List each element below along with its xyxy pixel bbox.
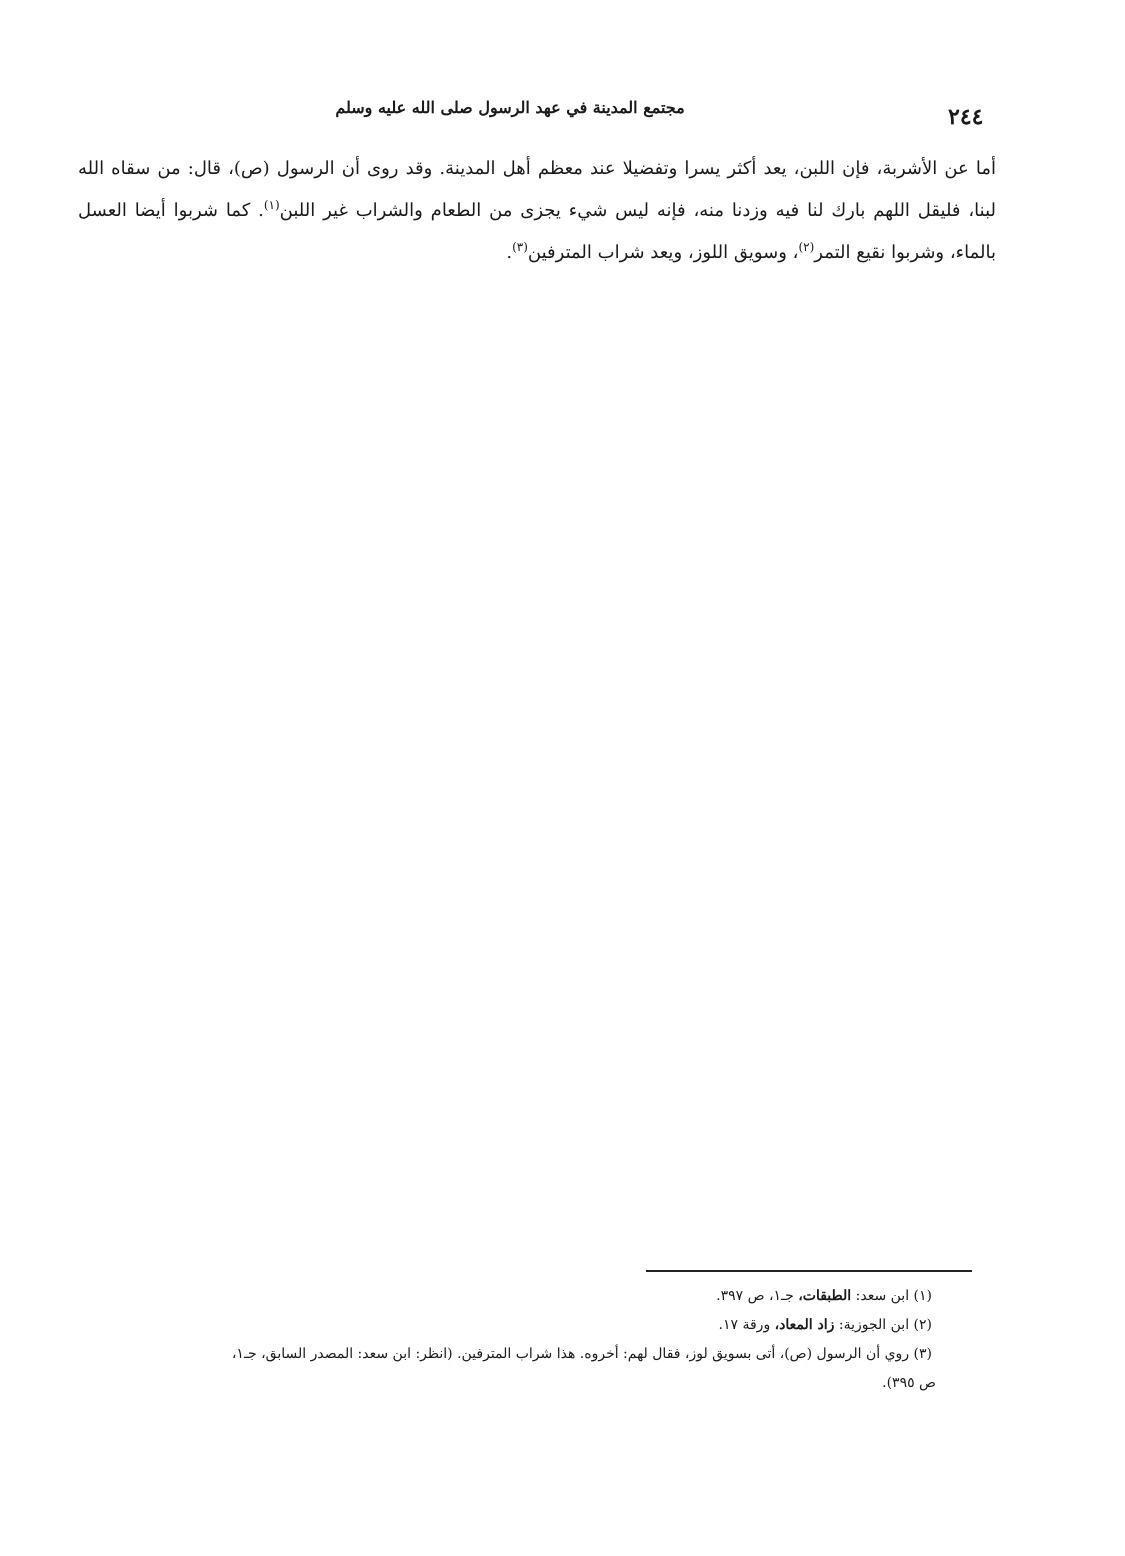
body-text-segment-1: أما عن الأشربة، فإن اللبن، يعد أكثر يسرا وتفضيلا عند معظم أهل المدينة. وقد روى أن الرسول (ص)، قال: من سقاه الله لبنا، فليقل اللهم بارك لنا فيه وزدنا منه، فإنه ليس شيء يجزى من الطعام والشراب غير اللبن bbox=[78, 158, 996, 221]
footnote-3-line-2: ص ٣٩٥). bbox=[882, 1375, 936, 1391]
running-header: مجتمع المدينة في عهد الرسول صلى الله عليه وسلم bbox=[335, 98, 685, 117]
footnote-1-title: الطبقات، bbox=[798, 1288, 852, 1304]
footnotes bbox=[70, 1282, 936, 1398]
footnote-1-prefix: (١) ابن سعد: bbox=[851, 1288, 932, 1304]
body-text-segment-3: ، وسويق اللوز، ويعد شراب المترفين bbox=[527, 242, 799, 263]
footnote-3 bbox=[70, 1340, 932, 1369]
footnote-1-rest: جـ١، ص ٣٩٧. bbox=[716, 1288, 799, 1304]
footnote-ref-1[interactable]: (١) bbox=[263, 198, 280, 212]
footnote-ref-3[interactable]: (٣) bbox=[512, 240, 528, 254]
footnote-divider bbox=[646, 1270, 972, 1272]
page-number: ٢٤٤ bbox=[948, 104, 984, 130]
body-text-segment-4: . bbox=[506, 242, 513, 263]
footnote-2-prefix: (٢) ابن الجوزية: bbox=[834, 1317, 932, 1333]
footnote-3-continuation bbox=[70, 1369, 936, 1398]
footnote-2-rest: ورقة ١٧. bbox=[718, 1317, 775, 1333]
footnote-ref-2[interactable]: (٢) bbox=[798, 240, 815, 254]
footnote-2-title: زاد المعاد، bbox=[774, 1317, 835, 1333]
footnote-2 bbox=[70, 1311, 932, 1340]
body-paragraph bbox=[78, 148, 996, 274]
footnote-3-line-1: (٣) روي أن الرسول (ص)، أتى بسويق لوز، فقال لهم: أخروه. هذا شراب المترفين. (انظر: ابن سعد: المصدر السابق، جـ١، bbox=[231, 1346, 932, 1362]
footnote-1 bbox=[70, 1282, 932, 1311]
body-text-segment-2: . كما شربوا أيضا العسل بالماء، وشربوا نقيع التمر bbox=[78, 200, 996, 263]
